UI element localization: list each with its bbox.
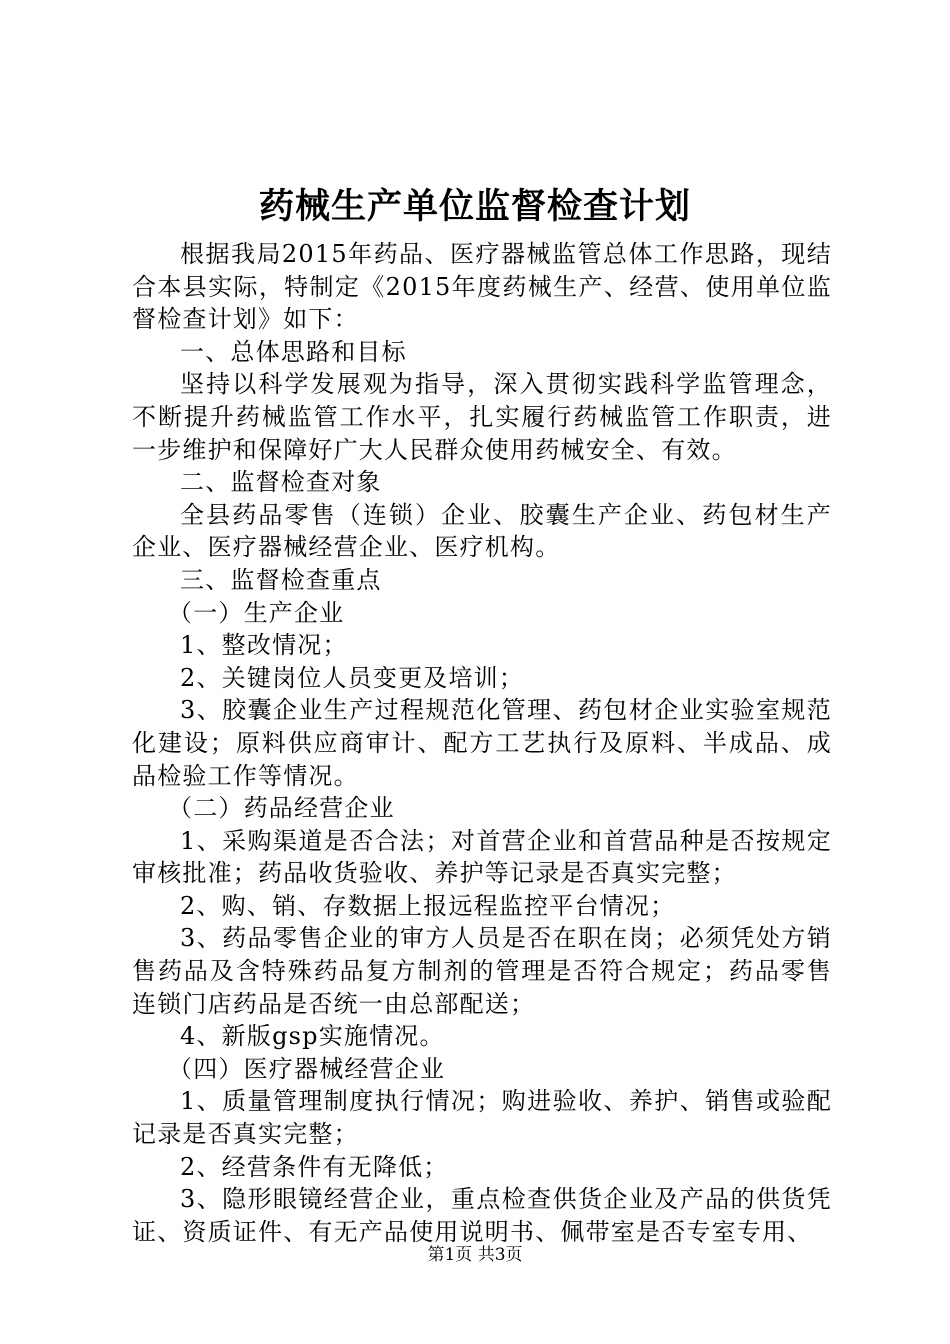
document-title: 药械生产单位监督检查计划 (258, 186, 691, 227)
page-footer: 第1页 共3页 (427, 1245, 523, 1265)
body-paragraph: 1、采购渠道是否合法；对首营企业和首营品种是否按规定审核批准；药品收货验收、养护等记录是否真实完整； (132, 826, 832, 888)
body-paragraph: 全县药品零售（连锁）企业、胶囊生产企业、药包材生产企业、医疗器械经营企业、医疗机构。 (132, 500, 832, 562)
section-heading: （四）医疗器械经营企业 (168, 1054, 446, 1083)
body-paragraph: 3、药品零售企业的审方人员是否在职在岗；必须凭处方销售药品及含特殊药品复方制剂的管理是否符合规定；药品零售连锁门店药品是否统一由总部配送； (132, 924, 832, 1018)
document-body (132, 238, 832, 1248)
body-paragraph: 2、经营条件有无降低； (180, 1152, 449, 1181)
body-paragraph: 2、购、销、存数据上报远程监控平台情况； (180, 891, 676, 920)
body-paragraph: 2、关键岗位人员变更及培训； (180, 663, 525, 692)
body-paragraph: 坚持以科学发展观为指导，深入贯彻实践科学监管理念，不断提升药械监管工作水平，扎实履行药械监管工作职责，进一步维护和保障好广大人民群众使用药械安全、有效。 (132, 370, 832, 464)
section-heading: 二、监督检查对象 (180, 468, 382, 497)
section-heading: （二）药品经营企业 (168, 794, 395, 823)
body-paragraph: 1、整改情况； (180, 631, 348, 660)
body-paragraph: 4、新版gsp实施情况。 (180, 1022, 445, 1051)
body-paragraph: 3、胶囊企业生产过程规范化管理、药包材企业实验室规范化建设；原料供应商审计、配方工艺执行及原料、半成品、成品检验工作等情况。 (132, 696, 832, 790)
body-paragraph: 根据我局2015年药品、医疗器械监管总体工作思路，现结合本县实际，特制定《2015年度药械生产、经营、使用单位监督检查计划》如下： (132, 240, 832, 334)
body-paragraph: 1、质量管理制度执行情况；购进验收、养护、销售或验配记录是否真实完整； (132, 1087, 832, 1149)
section-heading: （一）生产企业 (168, 598, 345, 627)
section-heading: 三、监督检查重点 (180, 565, 382, 594)
body-paragraph: 3、隐形眼镜经营企业，重点检查供货企业及产品的供货凭证、资质证件、有无产品使用说明书、佩带室是否专室专用、 (132, 1185, 832, 1246)
section-heading: 一、总体思路和目标 (180, 337, 407, 366)
